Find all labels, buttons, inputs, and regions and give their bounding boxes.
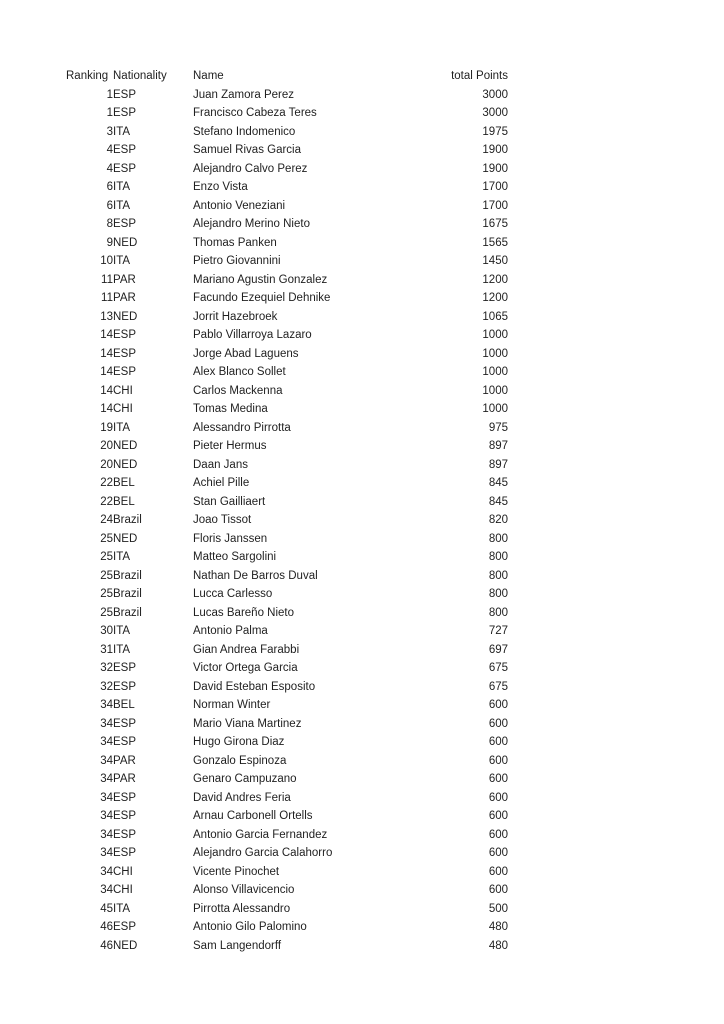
cell-name: Matteo Sargolini <box>193 551 277 563</box>
table-header <box>66 67 508 86</box>
cell-ranking: 4 <box>106 162 113 175</box>
table-row <box>66 881 508 900</box>
cell-total-points: 600 <box>488 717 508 730</box>
cell-ranking: 11 <box>101 292 113 304</box>
table-row <box>66 826 508 845</box>
table-row <box>66 789 508 808</box>
cell-nationality: ITA <box>113 902 131 915</box>
cell-total-points: 600 <box>488 773 508 785</box>
table-body <box>66 86 508 956</box>
cell-nationality: Brazil <box>113 606 142 619</box>
cell-name: Facundo Ezequiel Dehnike <box>193 292 331 304</box>
cell-total-points: 600 <box>488 865 508 878</box>
cell-name: Francisco Cabeza Teres <box>193 107 317 119</box>
cell-ranking: 34 <box>100 865 113 878</box>
cell-total-points: 1000 <box>482 347 508 360</box>
cell-nationality: ITA <box>113 643 131 656</box>
cell-name: Stefano Indomenico <box>193 125 296 138</box>
cell-name: Victor Ortega Garcia <box>193 662 298 674</box>
cell-ranking: 34 <box>100 699 113 711</box>
cell-ranking: 4 <box>106 144 113 156</box>
cell-ranking: 32 <box>100 662 113 674</box>
cell-total-points: 600 <box>488 736 508 748</box>
cell-total-points: 800 <box>488 588 508 600</box>
table-row <box>66 474 508 493</box>
cell-total-points: 600 <box>488 847 508 859</box>
cell-name: Samuel Rivas Garcia <box>193 144 302 156</box>
cell-ranking: 3 <box>106 125 113 138</box>
cell-total-points: 697 <box>488 643 508 656</box>
cell-total-points: 1675 <box>482 218 508 230</box>
table-row <box>66 104 508 123</box>
cell-nationality: ESP <box>113 162 137 175</box>
cell-total-points: 1000 <box>482 403 508 415</box>
cell-nationality: ESP <box>113 662 137 674</box>
table-row <box>66 530 508 549</box>
cell-nationality: ESP <box>113 791 137 804</box>
cell-ranking: 25 <box>100 569 113 582</box>
cell-total-points: 800 <box>488 532 508 545</box>
cell-nationality: ESP <box>113 921 137 933</box>
cell-total-points: 1900 <box>482 162 508 175</box>
cell-nationality: ESP <box>113 680 137 693</box>
table-row <box>66 604 508 623</box>
cell-total-points: 1000 <box>482 384 508 397</box>
cell-name: Achiel Pille <box>193 477 250 489</box>
cell-nationality: NED <box>113 532 138 545</box>
header-row <box>66 67 508 86</box>
table-row <box>66 215 508 234</box>
cell-nationality: ITA <box>113 625 131 637</box>
table-row <box>66 234 508 253</box>
cell-ranking: 14 <box>100 403 113 415</box>
table-row <box>66 622 508 641</box>
cell-name: Sam Langendorff <box>193 939 282 952</box>
cell-total-points: 1000 <box>482 366 508 378</box>
cell-ranking: 25 <box>100 606 113 619</box>
cell-total-points: 480 <box>488 939 508 952</box>
table-row <box>66 363 508 382</box>
cell-nationality: CHI <box>113 403 133 415</box>
cell-total-points: 3000 <box>482 88 508 101</box>
table-row <box>66 844 508 863</box>
cell-name: Mario Viana Martinez <box>193 717 302 730</box>
cell-name: Tomas Medina <box>193 403 268 415</box>
cell-total-points: 1200 <box>482 273 508 286</box>
cell-total-points: 800 <box>488 606 508 619</box>
cell-nationality: PAR <box>113 273 136 286</box>
cell-total-points: 845 <box>488 495 508 508</box>
table-row <box>66 696 508 715</box>
cell-name: David Esteban Esposito <box>193 680 316 693</box>
cell-total-points: 600 <box>488 828 508 841</box>
cell-name: Pietro Giovannini <box>193 255 281 267</box>
table-row <box>66 326 508 345</box>
column-header-ranking: Ranking <box>66 70 109 82</box>
table-row <box>66 511 508 530</box>
cell-name: Jorrit Hazebroek <box>193 310 278 323</box>
cell-nationality: ESP <box>113 88 137 101</box>
cell-ranking: 34 <box>100 717 113 730</box>
cell-total-points: 1565 <box>482 236 508 249</box>
cell-total-points: 1900 <box>482 144 508 156</box>
table-row <box>66 271 508 290</box>
table-row <box>66 678 508 697</box>
cell-nationality: ESP <box>113 717 137 730</box>
cell-total-points: 600 <box>488 810 508 822</box>
cell-nationality: PAR <box>113 754 136 767</box>
cell-name: Genaro Campuzano <box>193 773 297 785</box>
table-row <box>66 289 508 308</box>
cell-nationality: ESP <box>113 218 137 230</box>
cell-total-points: 1700 <box>482 199 508 212</box>
cell-name: Lucas Bareño Nieto <box>193 606 295 619</box>
cell-name: David Andres Feria <box>193 791 291 804</box>
cell-name: Alejandro Garcia Calahorro <box>193 847 333 859</box>
cell-ranking: 46 <box>100 939 113 952</box>
cell-name: Daan Jans <box>193 458 248 471</box>
cell-nationality: Brazil <box>113 569 142 582</box>
cell-nationality: ITA <box>113 125 131 138</box>
cell-total-points: 727 <box>488 625 508 637</box>
table-row <box>66 918 508 937</box>
table-row <box>66 345 508 364</box>
cell-total-points: 800 <box>488 551 508 563</box>
cell-ranking: 32 <box>100 680 113 693</box>
cell-name: Antonio Gilo Palomino <box>193 921 307 933</box>
cell-ranking: 20 <box>100 458 113 471</box>
table-row <box>66 160 508 179</box>
table-row <box>66 548 508 567</box>
cell-nationality: ESP <box>113 736 137 748</box>
cell-total-points: 845 <box>488 477 508 489</box>
cell-nationality: NED <box>113 310 138 323</box>
cell-nationality: PAR <box>113 773 136 785</box>
cell-ranking: 30 <box>100 625 113 637</box>
cell-name: Pirrotta Alessandro <box>193 902 291 915</box>
table-row <box>66 86 508 105</box>
cell-ranking: 34 <box>100 773 113 785</box>
cell-total-points: 3000 <box>482 107 508 119</box>
cell-name: Carlos Mackenna <box>193 384 283 397</box>
cell-ranking: 34 <box>100 754 113 767</box>
cell-total-points: 1450 <box>482 255 508 267</box>
cell-ranking: 13 <box>100 310 113 323</box>
table-row <box>66 900 508 919</box>
cell-nationality: ESP <box>113 107 137 119</box>
cell-ranking: 45 <box>100 902 113 915</box>
column-header-name: Name <box>193 70 224 82</box>
cell-ranking: 24 <box>100 514 113 526</box>
cell-ranking: 25 <box>100 588 113 600</box>
cell-name: Jorge Abad Laguens <box>193 347 299 360</box>
cell-ranking: 34 <box>100 884 113 896</box>
cell-ranking: 25 <box>100 551 113 563</box>
table-row <box>66 456 508 475</box>
cell-nationality: CHI <box>113 884 133 896</box>
cell-ranking: 6 <box>106 181 113 193</box>
cell-total-points: 897 <box>488 440 508 452</box>
cell-nationality: ITA <box>113 199 131 212</box>
table-row <box>66 937 508 956</box>
table-row <box>66 659 508 678</box>
cell-nationality: ESP <box>113 828 137 841</box>
table-row <box>66 770 508 789</box>
cell-total-points: 480 <box>488 921 508 933</box>
table-row <box>66 493 508 512</box>
table-row <box>66 863 508 882</box>
cell-ranking: 34 <box>100 791 113 804</box>
cell-total-points: 897 <box>488 458 508 471</box>
table-row <box>66 567 508 586</box>
cell-name: Antonio Veneziani <box>193 199 286 212</box>
cell-name: Gian Andrea Farabbi <box>193 643 300 656</box>
cell-nationality: NED <box>113 440 138 452</box>
cell-name: Lucca Carlesso <box>193 588 273 600</box>
cell-ranking: 8 <box>106 218 113 230</box>
column-header-nationality: Nationality <box>113 70 167 82</box>
cell-nationality: BEL <box>113 477 135 489</box>
cell-name: Mariano Agustin Gonzalez <box>193 273 328 286</box>
cell-name: Joao Tissot <box>193 514 252 526</box>
cell-total-points: 1700 <box>482 181 508 193</box>
cell-name: Arnau Carbonell Ortells <box>193 810 313 822</box>
cell-name: Gonzalo Espinoza <box>193 754 287 767</box>
cell-ranking: 46 <box>100 921 113 933</box>
cell-name: Floris Janssen <box>193 532 268 545</box>
column-header-total-points: total Points <box>451 70 508 82</box>
cell-name: Vicente Pinochet <box>193 865 280 878</box>
cell-ranking: 1 <box>106 107 113 119</box>
cell-name: Enzo Vista <box>193 181 248 193</box>
cell-total-points: 820 <box>488 514 508 526</box>
cell-total-points: 1200 <box>482 292 508 304</box>
table-row <box>66 178 508 197</box>
table-row <box>66 141 508 160</box>
table-row <box>66 715 508 734</box>
cell-nationality: NED <box>113 458 138 471</box>
ranking-table <box>66 67 508 955</box>
cell-name: Alonso Villavicencio <box>193 884 295 896</box>
table-row <box>66 733 508 752</box>
cell-ranking: 34 <box>100 828 113 841</box>
cell-ranking: 34 <box>100 847 113 859</box>
cell-nationality: ESP <box>113 347 137 360</box>
cell-nationality: ESP <box>113 366 137 378</box>
cell-ranking: 31 <box>100 643 113 656</box>
cell-total-points: 800 <box>488 569 508 582</box>
table-row <box>66 400 508 419</box>
cell-total-points: 1000 <box>482 329 508 341</box>
cell-total-points: 600 <box>488 791 508 804</box>
table-row <box>66 752 508 771</box>
cell-ranking: 20 <box>100 440 113 452</box>
cell-ranking: 22 <box>100 495 113 508</box>
cell-nationality: ITA <box>113 181 131 193</box>
cell-ranking: 10 <box>100 255 113 267</box>
cell-total-points: 600 <box>488 754 508 767</box>
table-row <box>66 807 508 826</box>
cell-ranking: 34 <box>100 810 113 822</box>
cell-total-points: 600 <box>488 884 508 896</box>
cell-ranking: 25 <box>100 532 113 545</box>
table-row <box>66 437 508 456</box>
cell-ranking: 1 <box>106 88 113 101</box>
cell-name: Alessandro Pirrotta <box>193 421 291 434</box>
table-row <box>66 252 508 271</box>
cell-nationality: ESP <box>113 847 137 859</box>
cell-total-points: 500 <box>488 902 508 915</box>
cell-nationality: Brazil <box>113 588 142 600</box>
table-row <box>66 308 508 327</box>
cell-ranking: 14 <box>100 329 113 341</box>
cell-name: Stan Gailliaert <box>193 495 266 508</box>
cell-nationality: NED <box>113 236 138 249</box>
cell-nationality: Brazil <box>113 514 142 526</box>
cell-name: Juan Zamora Perez <box>193 88 294 101</box>
cell-ranking: 9 <box>106 236 113 249</box>
table-row <box>66 197 508 216</box>
cell-nationality: ITA <box>113 255 131 267</box>
cell-ranking: 11 <box>101 273 113 286</box>
cell-nationality: BEL <box>113 495 135 508</box>
cell-name: Hugo Girona Diaz <box>193 736 285 748</box>
cell-total-points: 675 <box>488 662 508 674</box>
cell-ranking: 14 <box>100 366 113 378</box>
cell-name: Nathan De Barros Duval <box>193 569 318 582</box>
cell-nationality: PAR <box>113 292 136 304</box>
cell-total-points: 675 <box>488 680 508 693</box>
cell-ranking: 14 <box>100 384 113 397</box>
cell-name: Antonio Garcia Fernandez <box>193 828 328 841</box>
cell-name: Alejandro Merino Nieto <box>193 218 310 230</box>
cell-nationality: NED <box>113 939 138 952</box>
table-row <box>66 382 508 401</box>
table-row <box>66 123 508 142</box>
cell-nationality: CHI <box>113 865 133 878</box>
cell-total-points: 1065 <box>482 310 508 323</box>
cell-ranking: 14 <box>100 347 113 360</box>
cell-ranking: 6 <box>106 199 113 212</box>
table-row <box>66 585 508 604</box>
cell-total-points: 1975 <box>482 125 508 138</box>
cell-nationality: BEL <box>113 699 135 711</box>
cell-nationality: CHI <box>113 384 133 397</box>
cell-nationality: ITA <box>113 421 131 434</box>
cell-name: Pieter Hermus <box>193 440 267 452</box>
cell-total-points: 600 <box>488 699 508 711</box>
cell-ranking: 19 <box>100 421 113 434</box>
cell-ranking: 22 <box>100 477 113 489</box>
cell-nationality: ESP <box>113 810 137 822</box>
table-row <box>66 641 508 660</box>
cell-nationality: ESP <box>113 144 137 156</box>
cell-total-points: 975 <box>488 421 508 434</box>
cell-name: Alejandro Calvo Perez <box>193 162 308 175</box>
cell-name: Alex Blanco Sollet <box>193 366 286 378</box>
cell-nationality: ITA <box>113 551 131 563</box>
cell-name: Norman Winter <box>193 699 271 711</box>
cell-name: Pablo Villarroya Lazaro <box>193 329 312 341</box>
table-row <box>66 419 508 438</box>
cell-name: Thomas Panken <box>193 236 277 249</box>
cell-ranking: 34 <box>100 736 113 748</box>
cell-nationality: ESP <box>113 329 137 341</box>
cell-name: Antonio Palma <box>193 625 268 637</box>
